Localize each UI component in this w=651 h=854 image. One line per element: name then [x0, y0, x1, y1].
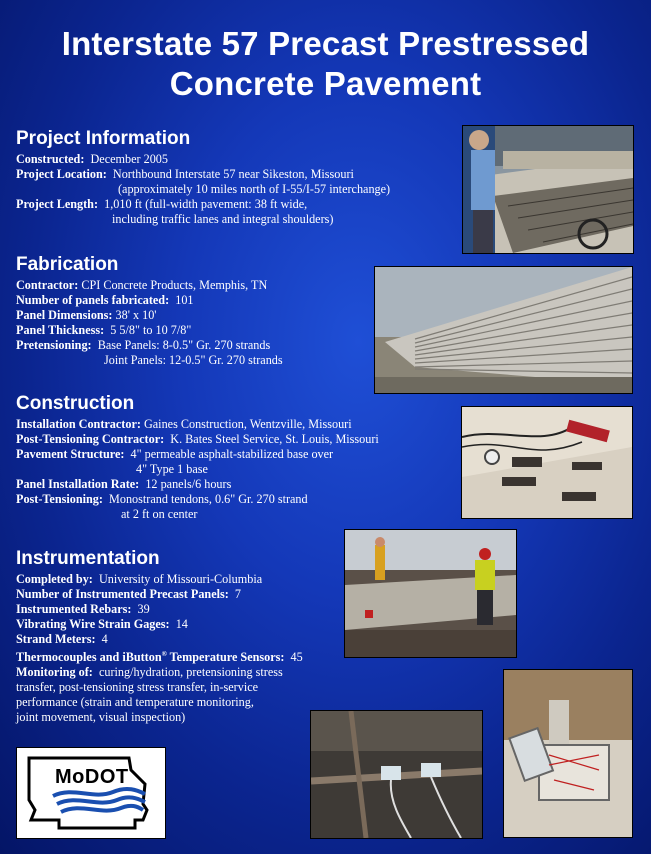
panel-dimensions-value: 38' x 10': [115, 308, 157, 322]
pretensioning-value: Base Panels: 8-0.5" Gr. 270 strands: [97, 338, 271, 352]
instrumented-rebars-value: 39: [137, 602, 150, 616]
panel-installation-photo: [344, 529, 517, 658]
pretensioning-row: [16, 338, 283, 353]
constructed-row: [16, 152, 390, 167]
monitoring-line-3: performance (strain and temperature monitoring,: [16, 695, 254, 710]
pretensioning-value-cont: Joint Panels: 12-0.5" Gr. 270 strands: [104, 353, 283, 367]
temperature-sensors-row: [16, 647, 303, 665]
instrumented-rebars-label: Instrumented Rebars:: [16, 602, 132, 616]
strain-gages-value: 14: [175, 617, 188, 631]
casting-bed-photo: [462, 125, 634, 254]
installation-contractor-row: [16, 417, 379, 432]
location-value: Northbound Interstate 57 near Sikeston, Missouri: [112, 167, 354, 181]
strand-meters-value: 4: [101, 632, 108, 646]
installation-contractor-label: Installation Contractor:: [16, 417, 141, 431]
length-value: 1,010 ft (full-width pavement: 38 ft wide,: [104, 197, 308, 211]
stacked-panels-photo: [374, 266, 633, 394]
monitoring-value: curing/hydration, pretensioning stress: [98, 665, 283, 680]
strand-meters-row: [16, 632, 303, 647]
construction-heading: Construction: [16, 393, 135, 414]
installation-rate-value: 12 panels/6 hours: [145, 477, 232, 491]
completed-by-row: [16, 572, 303, 587]
pt-contractor-value: K. Bates Steel Service, St. Louis, Missouri: [170, 432, 379, 446]
fabrication-section: [16, 254, 283, 368]
instrumented-panels-value: 7: [234, 587, 241, 601]
panels-fabricated-row: [16, 293, 283, 308]
installation-rate-row: [16, 477, 379, 492]
temperature-sensors-label-b: Temperature Sensors:: [166, 650, 285, 665]
constructed-value: December 2005: [90, 152, 168, 166]
monitoring-label: Monitoring of:: [16, 665, 93, 680]
pt-contractor-label: Post-Tensioning Contractor:: [16, 432, 165, 446]
strain-gages-label: Vibrating Wire Strain Gages:: [16, 617, 170, 631]
temperature-sensors-value: 45: [290, 650, 303, 665]
constructed-label: Constructed:: [16, 152, 85, 166]
fabrication-heading: Fabrication: [16, 254, 119, 275]
poster-title: [0, 24, 651, 104]
strain-gages-row: [16, 617, 303, 632]
title-line-1: Interstate 57 Precast Prestressed: [61, 25, 590, 62]
completed-by-value: University of Missouri-Columbia: [98, 572, 263, 586]
project-information-heading: Project Information: [16, 128, 191, 149]
panel-dimensions-label: Panel Dimensions:: [16, 308, 113, 322]
length-label: Project Length:: [16, 197, 99, 211]
panel-dimensions-row: [16, 308, 283, 323]
panels-fabricated-value: 101: [175, 293, 194, 307]
missouri-state-outline-icon: [17, 748, 165, 838]
pretensioning-label: Pretensioning:: [16, 338, 92, 352]
modot-logo: [16, 747, 166, 839]
length-row: [16, 197, 390, 212]
location-value-cont: (approximately 10 miles north of I-55/I-57 interchange): [118, 182, 391, 196]
monitoring-line-2: transfer, post-tensioning stress transfer, in-service: [16, 680, 259, 695]
location-row: [16, 167, 390, 182]
monitoring-line-4: joint movement, visual inspection): [16, 710, 186, 725]
modot-logo-text: MoDOT: [55, 766, 129, 788]
instrumented-rebars-row: [16, 602, 303, 617]
installation-contractor-value: Gaines Construction, Wentzville, Missouri: [143, 417, 352, 431]
post-tensioning-value: Monostrand tendons, 0.6" Gr. 270 strand: [109, 492, 308, 506]
post-tensioning-photo: [461, 406, 633, 519]
monitoring-row: [16, 665, 303, 680]
contractor-value: CPI Concrete Products, Memphis, TN: [81, 278, 268, 292]
installation-rate-label: Panel Installation Rate:: [16, 477, 140, 491]
location-label: Project Location:: [16, 167, 107, 181]
completed-by-label: Completed by:: [16, 572, 93, 586]
project-information-section: [16, 128, 390, 227]
pavement-structure-row: [16, 447, 379, 462]
registered-mark: ®: [161, 650, 167, 658]
instrumentation-section: [16, 548, 303, 725]
post-tensioning-value-cont: at 2 ft on center: [121, 507, 198, 521]
panels-fabricated-label: Number of panels fabricated:: [16, 293, 170, 307]
instrumented-panels-label: Number of Instrumented Precast Panels:: [16, 587, 229, 601]
panel-thickness-value: 5 5/8" to 10 7/8": [110, 323, 192, 337]
title-line-2: Concrete Pavement: [169, 65, 482, 102]
panel-thickness-row: [16, 323, 283, 338]
contractor-label: Contractor:: [16, 278, 79, 292]
post-tensioning-label: Post-Tensioning:: [16, 492, 103, 506]
pavement-structure-value: 4" permeable asphalt-stabilized base over: [130, 447, 334, 461]
pavement-structure-label: Pavement Structure:: [16, 447, 125, 461]
instrumentation-box-photo: [503, 669, 633, 838]
strain-gage-rebar-photo: [310, 710, 483, 839]
contractor-row: [16, 278, 283, 293]
panel-thickness-label: Panel Thickness:: [16, 323, 105, 337]
pt-contractor-row: [16, 432, 379, 447]
instrumentation-heading: Instrumentation: [16, 548, 160, 569]
temperature-sensors-label-a: Thermocouples and iButton: [16, 650, 162, 665]
strand-meters-label: Strand Meters:: [16, 632, 96, 646]
post-tensioning-row: [16, 492, 379, 507]
construction-section: [16, 393, 379, 522]
instrumented-panels-row: [16, 587, 303, 602]
temperature-sensors-label: [16, 650, 284, 664]
length-value-cont: including traffic lanes and integral shoulders): [112, 212, 334, 226]
pavement-structure-value-cont: 4" Type 1 base: [136, 462, 208, 476]
